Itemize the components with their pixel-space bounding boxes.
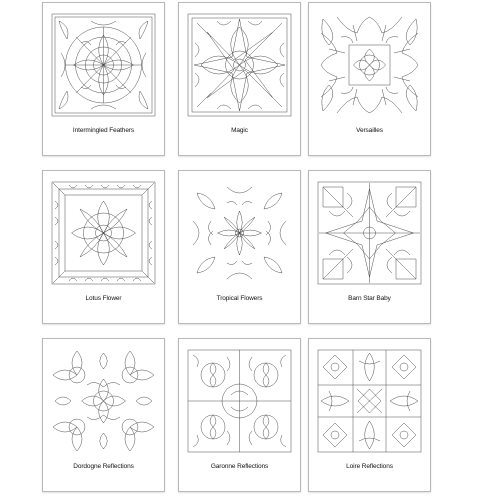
- pattern-card-garonne-reflections[interactable]: [178, 338, 301, 492]
- tropical-flower-icon: [187, 181, 292, 285]
- pattern-title: Dordogne Reflections: [73, 463, 134, 470]
- feather-medallion-icon: [51, 13, 156, 117]
- pattern-title: Intermingled Feathers: [72, 127, 135, 134]
- pattern-card-lotus-flower[interactable]: [42, 170, 165, 324]
- pattern-card-versailles[interactable]: [308, 2, 431, 156]
- barn-star-icon: [317, 181, 422, 285]
- pattern-card-loire-reflections[interactable]: [308, 338, 431, 492]
- pattern-title: Barn Star Baby: [348, 295, 391, 302]
- loire-tile-icon: [317, 349, 422, 453]
- pattern-card-dordogne-reflections[interactable]: [42, 338, 165, 492]
- fan-feather-icon: [317, 13, 422, 117]
- star-medallion-icon: [187, 13, 292, 117]
- pattern-card-magic[interactable]: [178, 2, 301, 156]
- garonne-tile-icon: [187, 349, 292, 453]
- pattern-card-intermingled-feathers[interactable]: [42, 2, 165, 156]
- pattern-title: Lotus Flower: [85, 295, 122, 302]
- pattern-title: Versailles: [356, 127, 383, 134]
- pattern-title: Tropical Flowers: [216, 295, 263, 302]
- pattern-title: Loire Reflections: [346, 463, 393, 470]
- pattern-title: Magic: [231, 127, 248, 134]
- dordogne-tile-icon: [51, 349, 156, 453]
- pattern-card-barn-star-baby[interactable]: [308, 170, 431, 324]
- pattern-card-tropical-flowers[interactable]: [178, 170, 301, 324]
- lotus-medallion-icon: [51, 181, 156, 285]
- pattern-title: Garonne Reflections: [210, 463, 269, 470]
